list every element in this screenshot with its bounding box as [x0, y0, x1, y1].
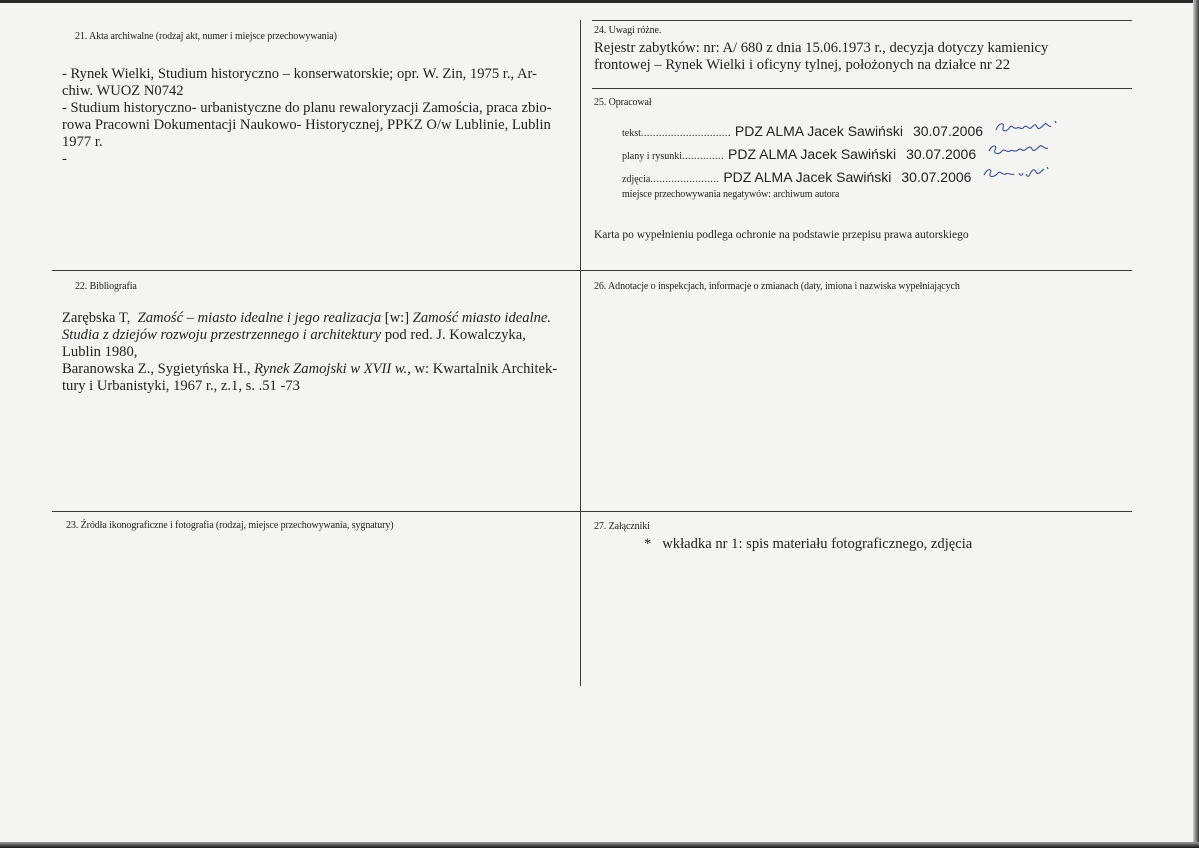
signature-image — [993, 118, 1063, 136]
rule-top-right — [592, 20, 1132, 21]
signature-image — [986, 141, 1056, 159]
bib-line-1 — [62, 310, 551, 327]
scan-edge-right — [1193, 0, 1199, 848]
prepared-date: 30.07.2006 — [912, 123, 984, 139]
prepared-label: plany i rysunki — [622, 151, 682, 162]
s21-line-6: - — [62, 151, 67, 167]
prepared-author: PDZ ALMA Jacek Sawiński — [734, 123, 903, 139]
copyright-notice: Karta po wypełnieniu podlega ochronie na podstawie przepisu prawa autorskiego — [594, 229, 969, 241]
rule-s22-top — [52, 270, 1132, 271]
s21-line-4: rowa Pracowni Dokumentacji Naukowo- Historycznej, PPKZ O/w Lublinie, Lublin — [62, 117, 551, 133]
prepared-date: 30.07.2006 — [906, 146, 977, 162]
bib-line-4 — [62, 361, 557, 378]
prepared-dots: .............. — [682, 151, 724, 162]
signature-image — [981, 164, 1051, 182]
s21-line-3: - Studium historyczno- urbanistyczne do planu rewaloryzacji Zamościa, praca zbio- — [62, 100, 552, 116]
scan-edge-top — [0, 0, 1199, 3]
prepared-label: tekst — [622, 128, 641, 139]
bib-1-rest: pod red. J. Kowalczyka, — [384, 327, 526, 343]
bib-1-title-a: Zamość – miasto idealne i jego realizacja — [137, 310, 382, 326]
scan-edge-bottom — [0, 842, 1199, 848]
bullet: * — [644, 536, 652, 552]
bib-line-2 — [62, 327, 526, 344]
bib-2-rest: w: Kwartalnik Architek- — [414, 361, 558, 377]
s21-line-5: 1977 r. — [62, 134, 103, 150]
bib-line-5: tury i Urbanistyki, 1967 r., z.1, s. .51 -73 — [62, 378, 300, 394]
prepared-dots: ....................... — [650, 174, 720, 185]
bib-1-title-b: Zamość miasto idealne. — [412, 310, 551, 326]
negatives-location: miejsce przechowywania negatywów: archiwum autora — [622, 189, 840, 200]
prepared-author: PDZ ALMA Jacek Sawiński — [728, 146, 897, 162]
bib-2-author: Baranowska Z., Sygietyńska H., — [62, 361, 251, 377]
attachment-text: wkładka nr 1: spis materiału fotograficznego, zdjęcia — [662, 536, 973, 552]
rule-s25-top — [592, 88, 1132, 89]
attachment-item — [644, 536, 972, 553]
s21-line-2: chiw. WUOZ N0742 — [62, 83, 184, 99]
bib-1-title-c: Studia z dziejów rozwoju przestrzennego i architektury — [62, 327, 382, 343]
rule-s23-top — [52, 511, 1132, 512]
section-27-heading: 27. Załączniki — [594, 521, 650, 532]
s21-line-1: - Rynek Wielki, Studium historyczno – konserwatorskie; opr. W. Zin, 1975 r., Ar- — [62, 66, 537, 82]
section-22-heading: 22. Bibliografia — [75, 281, 137, 292]
prepared-author: PDZ ALMA Jacek Sawiński — [723, 169, 892, 185]
bib-2-title: Rynek Zamojski w XVII w., — [254, 361, 411, 377]
section-21-heading: 21. Akta archiwalne (rodzaj akt, numer i miejsce przechowywania) — [75, 31, 337, 42]
s24-line-2: frontowej – Rynek Wielki i oficyny tylnej, położonych na działce nr 22 — [594, 57, 1010, 73]
column-divider — [580, 20, 581, 686]
bib-line-3: Lublin 1980, — [62, 344, 138, 360]
section-25-heading: 25. Opracował — [594, 97, 652, 108]
bib-1-in: [w:] — [384, 310, 410, 326]
prepared-row-text — [622, 118, 1063, 139]
prepared-row-plans — [622, 141, 1056, 162]
section-24-heading: 24. Uwagi różne. — [594, 25, 662, 36]
section-26-heading: 26. Adnotacje o inspekcjach, informacje o zmianach (daty, imiona i nazwiska wypełniających — [594, 281, 960, 292]
s24-line-1: Rejestr zabytków: nr: A/ 680 z dnia 15.06.1973 r., decyzja dotyczy kamienicy — [594, 40, 1049, 56]
prepared-date: 30.07.2006 — [901, 169, 972, 185]
section-23-heading: 23. Źródła ikonograficzne i fotografia (rodzaj, miejsce przechowywania, sygnatury) — [66, 520, 394, 531]
bib-1-author: Zarębska T, — [62, 310, 131, 326]
prepared-row-photos — [622, 164, 1051, 185]
prepared-label: zdjęcia — [622, 174, 651, 185]
prepared-dots: .............................. — [640, 128, 731, 139]
